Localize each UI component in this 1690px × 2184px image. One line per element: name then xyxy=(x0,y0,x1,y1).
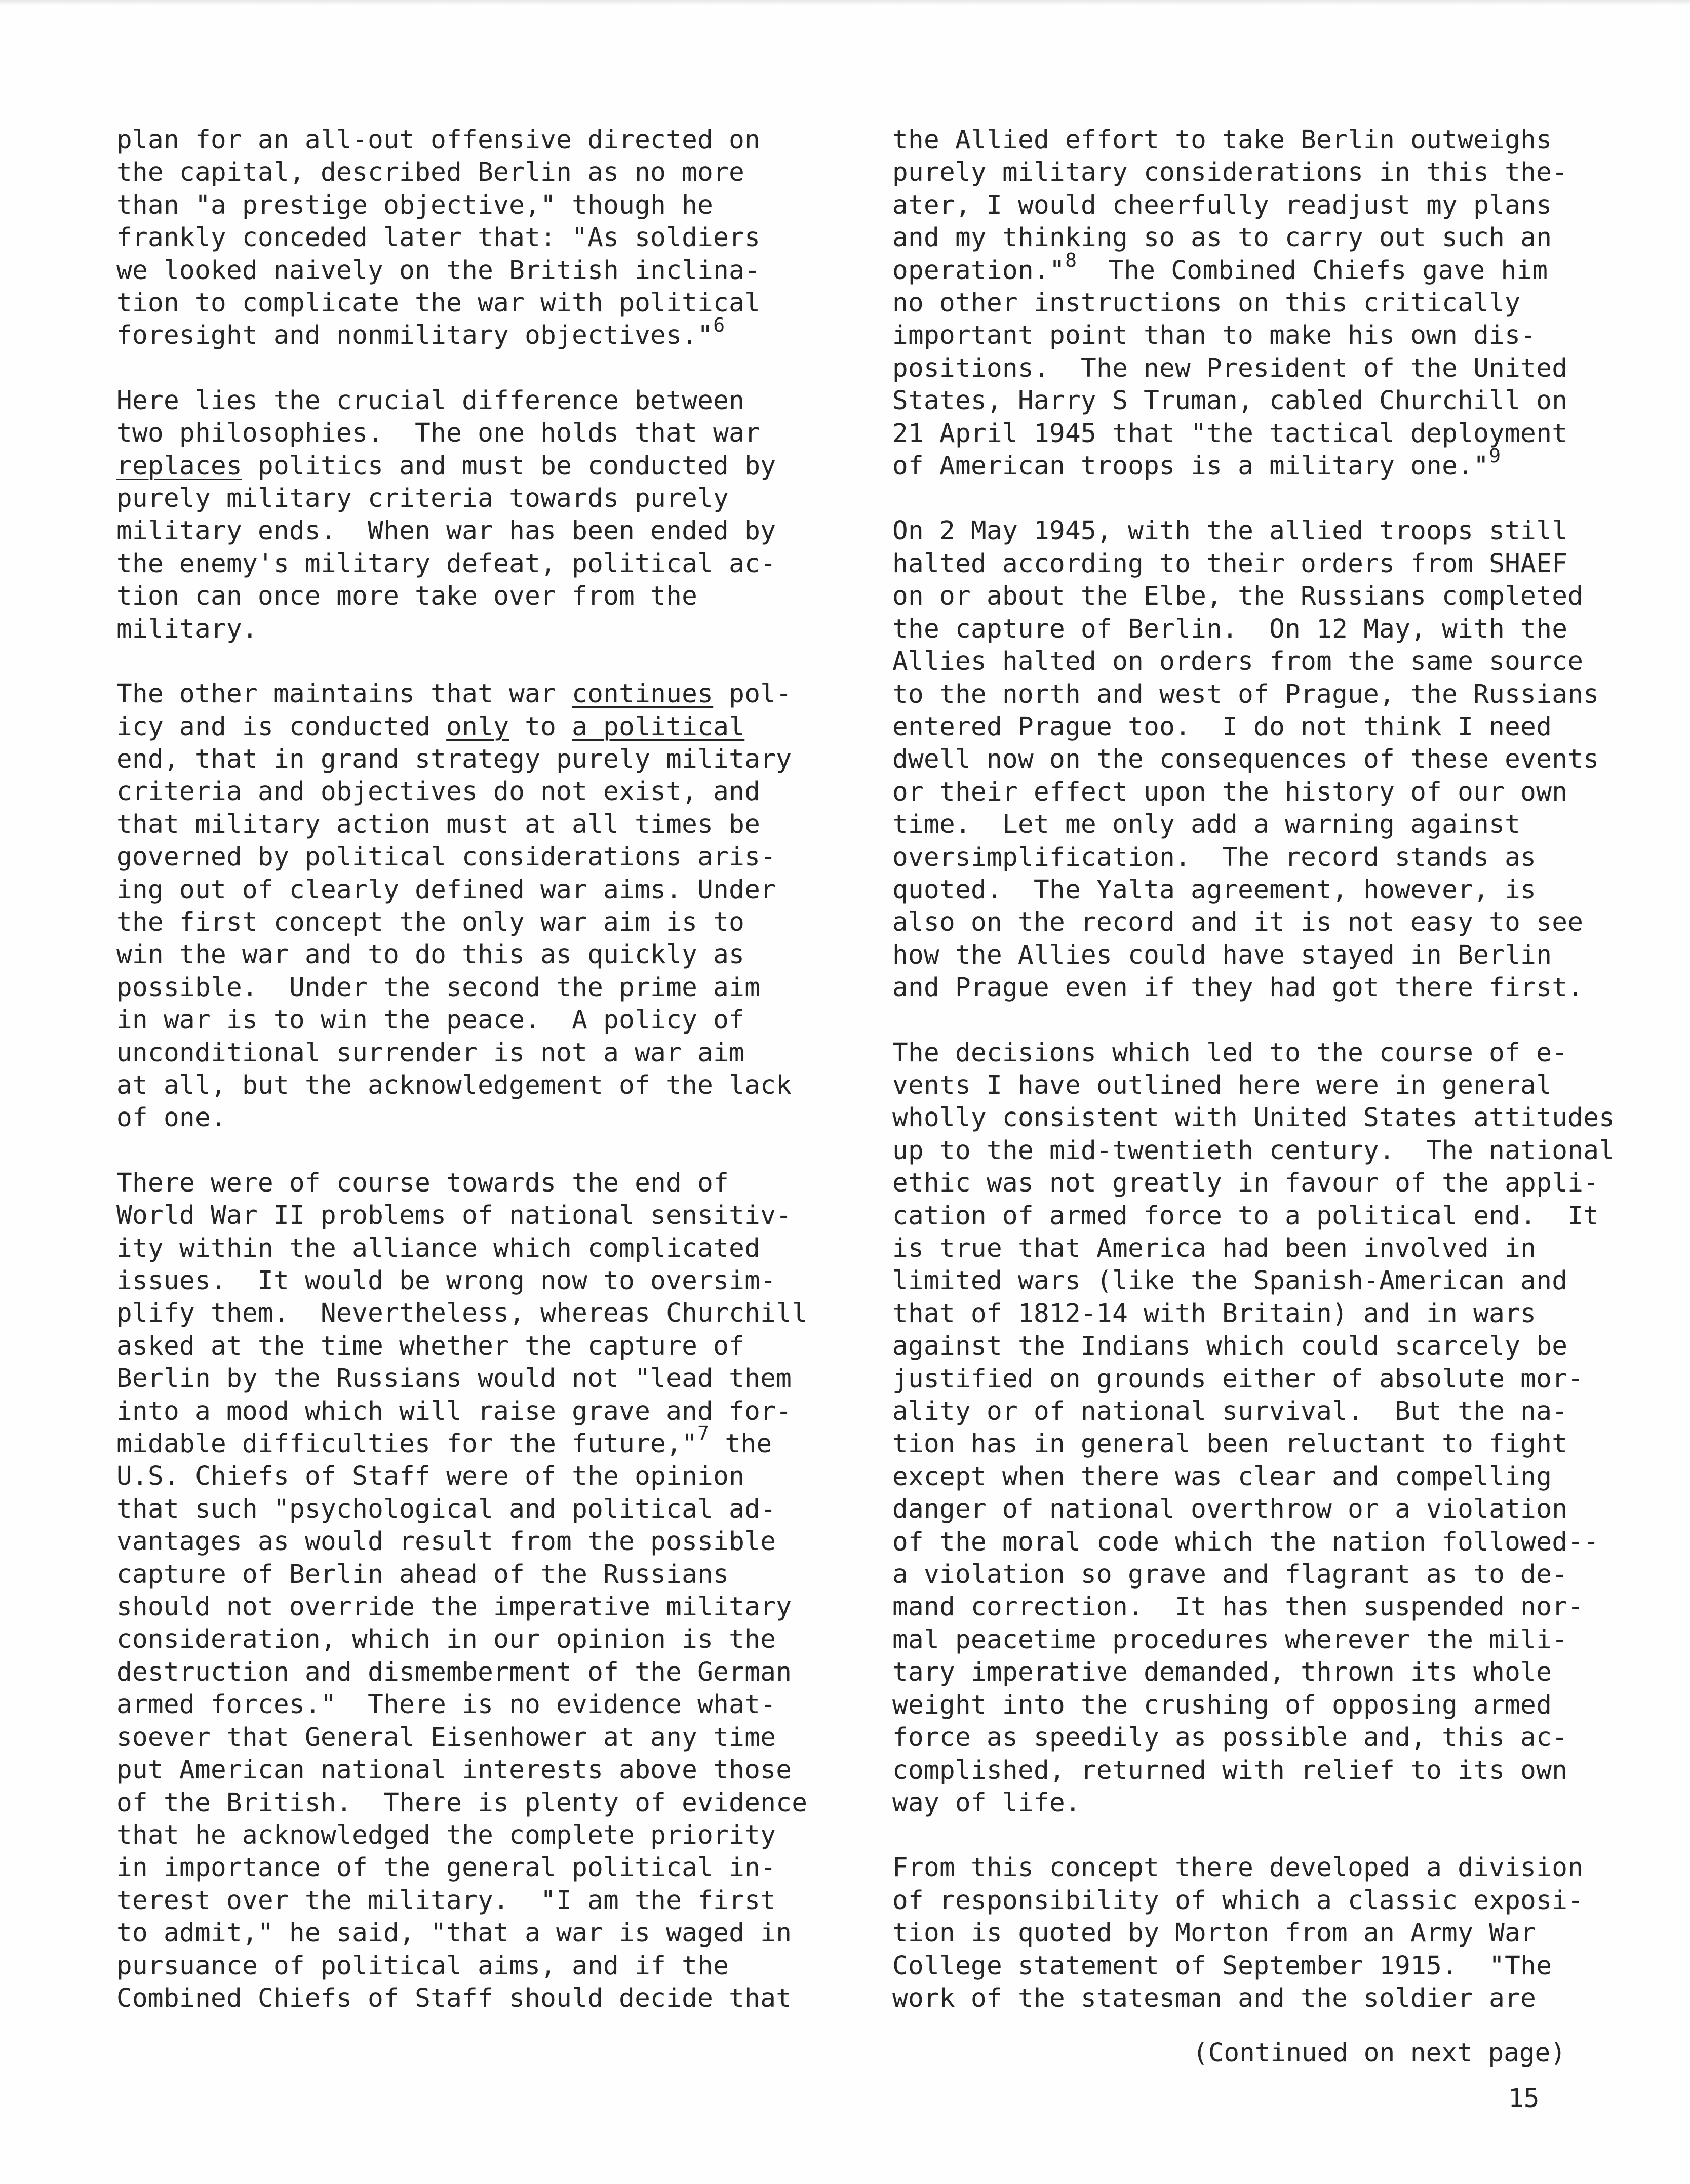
text-line: capture of Berlin ahead of the Russians xyxy=(116,1559,729,1590)
text-segment: operation." xyxy=(892,255,1066,286)
text-line: From this concept there developed a division xyxy=(892,1853,1584,1883)
text-line: up to the mid-twentieth century. The national xyxy=(892,1135,1615,1166)
paragraph-5 xyxy=(892,124,1667,483)
text-line: at all, but the acknowledgement of the lack xyxy=(116,1070,792,1100)
text-line: and my thinking so as to carry out such an xyxy=(892,223,1552,253)
text-line: we looked naively on the British inclina- xyxy=(116,255,761,286)
text-line: except when there was clear and compelling xyxy=(892,1461,1552,1492)
text-line: oversimplification. The record stands as xyxy=(892,842,1537,872)
text-line: States, Harry S Truman, cabled Churchill on xyxy=(892,386,1568,416)
text-line: way of life. xyxy=(892,1788,1081,1818)
text-line: armed forces." There is no evidence what- xyxy=(116,1690,776,1720)
text-line: the capture of Berlin. On 12 May, with the xyxy=(892,614,1568,644)
text-line: purely military considerations in this the- xyxy=(892,157,1568,188)
text-line: of the moral code which the nation followed-- xyxy=(892,1527,1599,1557)
text-line: ethic was not greatly in favour of the appli- xyxy=(892,1168,1599,1199)
text-line: the first concept the only war aim is to xyxy=(116,907,745,937)
text-line: terest over the military. "I am the first xyxy=(116,1885,776,1916)
left-column xyxy=(116,124,841,2047)
text-line: on or about the Elbe, the Russians completed xyxy=(892,581,1584,612)
text-line: should not override the imperative military xyxy=(116,1592,792,1622)
text-line: governed by political considerations aris- xyxy=(116,842,776,872)
text-line: halted according to their orders from SHAEF xyxy=(892,548,1568,579)
text-line: College statement of September 1915. "The xyxy=(892,1951,1552,1981)
text-line: in war is to win the peace. A policy of xyxy=(116,1005,745,1036)
text-line: There were of course towards the end of xyxy=(116,1168,729,1198)
text-segment: foresight and nonmilitary objectives." xyxy=(116,321,714,351)
text-line: military ends. When war has been ended by xyxy=(116,516,776,546)
text-line: than "a prestige objective," though he xyxy=(116,190,714,220)
text-line: force as speedily as possible and, this ac- xyxy=(892,1723,1568,1753)
text-line: issues. It would be wrong now to oversim- xyxy=(116,1266,776,1296)
text-line: ater, I would cheerfully readjust my plans xyxy=(892,190,1552,220)
footnote-marker: 7 xyxy=(697,1422,710,1445)
paragraph-4 xyxy=(116,1167,841,2015)
text-line: time. Let me only add a warning against xyxy=(892,810,1521,840)
text-line: plify them. Nevertheless, whereas Churchill xyxy=(116,1298,808,1329)
text-line: complished, returned with relief to its own xyxy=(892,1755,1568,1785)
page-top-edge xyxy=(0,0,1690,5)
underlined-word: continues xyxy=(572,679,714,709)
text-line: that he acknowledged the complete priority xyxy=(116,1820,776,1850)
text-line: Combined Chiefs of Staff should decide that xyxy=(116,1983,792,2013)
text-line: destruction and dismemberment of the German xyxy=(116,1657,792,1687)
text-line: On 2 May 1945, with the allied troops still xyxy=(892,516,1568,546)
paragraph-6 xyxy=(892,515,1667,1004)
text-line: ing out of clearly defined war aims. Under xyxy=(116,875,776,905)
text-line xyxy=(116,1422,841,1460)
text-segment: The Combined Chiefs gave him xyxy=(1077,255,1548,286)
text-line: two philosophies. The one holds that war xyxy=(116,418,761,449)
text-line: weight into the crushing of opposing armed xyxy=(892,1690,1552,1720)
paragraph-8 xyxy=(892,1852,1667,2015)
text-line: purely military criteria towards purely xyxy=(116,484,729,514)
text-segment: midable difficulties for the future," xyxy=(116,1429,698,1459)
text-line: or their effect upon the history of our own xyxy=(892,777,1568,807)
text-line: icy and is conducted only to a political xyxy=(116,711,745,742)
text-line: frankly conceded later that: "As soldiers xyxy=(116,223,761,253)
text-line: that such "psychological and political ad- xyxy=(116,1494,776,1524)
text-line: a violation so grave and flagrant as to de- xyxy=(892,1560,1568,1590)
text-line: 21 April 1945 that "the tactical deployment xyxy=(892,418,1568,449)
text-line: pursuance of political aims, and if the xyxy=(116,1951,729,1981)
text-line: World War II problems of national sensitiv- xyxy=(116,1201,792,1231)
underlined-word: replaces xyxy=(116,451,243,481)
text-line: Here lies the crucial difference between xyxy=(116,385,745,416)
text-line: mal peacetime procedures wherever the mili- xyxy=(892,1624,1568,1655)
continued-notice: (Continued on next page) xyxy=(1193,2038,1566,2068)
text-line: is true that America had been involved in xyxy=(892,1234,1537,1263)
right-column xyxy=(892,124,1667,2047)
text-line: ity within the alliance which complicated xyxy=(116,1233,761,1263)
text-line: entered Prague too. I do not think I need xyxy=(892,711,1552,742)
text-line: against the Indians which could scarcely be xyxy=(892,1331,1568,1362)
paragraph-3 xyxy=(116,678,841,1135)
text-line: in importance of the general political in- xyxy=(116,1853,776,1883)
footnote-marker: 8 xyxy=(1065,249,1077,271)
text-line: of the British. There is plenty of evidence xyxy=(116,1788,808,1818)
text-line: replaces politics and must be conducted by xyxy=(116,451,776,481)
text-line: tion can once more take over from the xyxy=(116,581,698,612)
text-line: important point than to make his own dis- xyxy=(892,321,1537,351)
text-line: tary imperative demanded, thrown its whole xyxy=(892,1657,1552,1688)
text-line: tion to complicate the war with political xyxy=(116,288,761,319)
text-line: how the Allies could have stayed in Berlin xyxy=(892,940,1552,970)
text-line: Berlin by the Russians would not "lead them xyxy=(116,1364,792,1394)
text-line: dwell now on the consequences of these events xyxy=(892,744,1599,775)
page-number: 15 xyxy=(1508,2084,1540,2114)
text-line: Allies halted on orders from the same source xyxy=(892,647,1584,677)
paragraph-1 xyxy=(116,124,841,352)
text-line: asked at the time whether the capture of xyxy=(116,1331,745,1361)
text-line: The other maintains that war continues pol- xyxy=(116,679,792,709)
underlined-word: a political xyxy=(572,711,745,742)
text-line: of responsibility of which a classic exposi- xyxy=(892,1885,1584,1916)
text-line xyxy=(892,249,1667,287)
text-line: that of 1812-14 with Britain) and in wars xyxy=(892,1298,1537,1329)
paragraph-7 xyxy=(892,1037,1667,1820)
text-line: quoted. The Yalta agreement, however, is xyxy=(892,875,1537,905)
underlined-word: only xyxy=(446,711,509,742)
text-line: to admit," he said, "that a war is waged in xyxy=(116,1918,792,1949)
text-line: the Allied effort to take Berlin outweighs xyxy=(892,125,1552,155)
text-line: work of the statesman and the soldier are xyxy=(892,1983,1537,2013)
text-line: ality or of national survival. But the na- xyxy=(892,1397,1568,1427)
text-line: into a mood which will raise grave and for- xyxy=(116,1396,792,1426)
text-line: and Prague even if they had got there first. xyxy=(892,973,1584,1003)
text-line: also on the record and it is not easy to see xyxy=(892,907,1584,938)
text-line: unconditional surrender is not a war aim xyxy=(116,1038,745,1068)
text-line: consideration, which in our opinion is the xyxy=(116,1624,776,1655)
text-line: U.S. Chiefs of Staff were of the opinion xyxy=(116,1461,745,1492)
text-line: end, that in grand strategy purely military xyxy=(116,744,792,774)
text-line: vantages as would result from the possible xyxy=(116,1527,776,1557)
text-segment: of American troops is a military one." xyxy=(892,451,1489,482)
text-line: no other instructions on this critically xyxy=(892,288,1521,319)
text-line: to the north and west of Prague, the Russians xyxy=(892,679,1599,709)
footnote-marker: 9 xyxy=(1489,445,1501,467)
text-line: tion is quoted by Morton from an Army War xyxy=(892,1918,1537,1949)
footnote-marker: 6 xyxy=(713,314,725,337)
text-line: wholly consistent with United States attitudes xyxy=(892,1103,1615,1133)
text-line: The decisions which led to the course of e- xyxy=(892,1038,1568,1068)
text-line: justified on grounds either of absolute mor- xyxy=(892,1364,1584,1394)
text-segment: the xyxy=(709,1429,772,1459)
text-line: of one. xyxy=(116,1103,227,1133)
text-line: mand correction. It has then suspended nor- xyxy=(892,1592,1584,1622)
text-line: danger of national overthrow or a violation xyxy=(892,1494,1568,1525)
text-line: soever that General Eisenhower at any time xyxy=(116,1722,776,1753)
text-line xyxy=(116,314,841,352)
text-line: positions. The new President of the United xyxy=(892,353,1568,383)
text-line: possible. Under the second the prime aim xyxy=(116,972,761,1003)
text-line: cation of armed force to a political end. It xyxy=(892,1201,1599,1231)
text-line: win the war and to do this as quickly as xyxy=(116,940,745,970)
text-line: plan for an all-out offensive directed on xyxy=(116,125,761,155)
text-line xyxy=(892,445,1667,483)
paragraph-2 xyxy=(116,385,841,646)
text-line: put American national interests above those xyxy=(116,1755,792,1785)
text-line: that military action must at all times be xyxy=(116,809,761,840)
text-line: military. xyxy=(116,614,258,644)
text-line: the capital, described Berlin as no more xyxy=(116,157,745,188)
text-line: vents I have outlined here were in general xyxy=(892,1070,1552,1100)
text-line: limited wars (like the Spanish-American and xyxy=(892,1266,1568,1296)
text-line: criteria and objectives do not exist, and xyxy=(116,777,761,807)
text-line: the enemy's military defeat, political ac- xyxy=(116,548,776,579)
text-line: tion has in general been reluctant to fight xyxy=(892,1429,1568,1459)
